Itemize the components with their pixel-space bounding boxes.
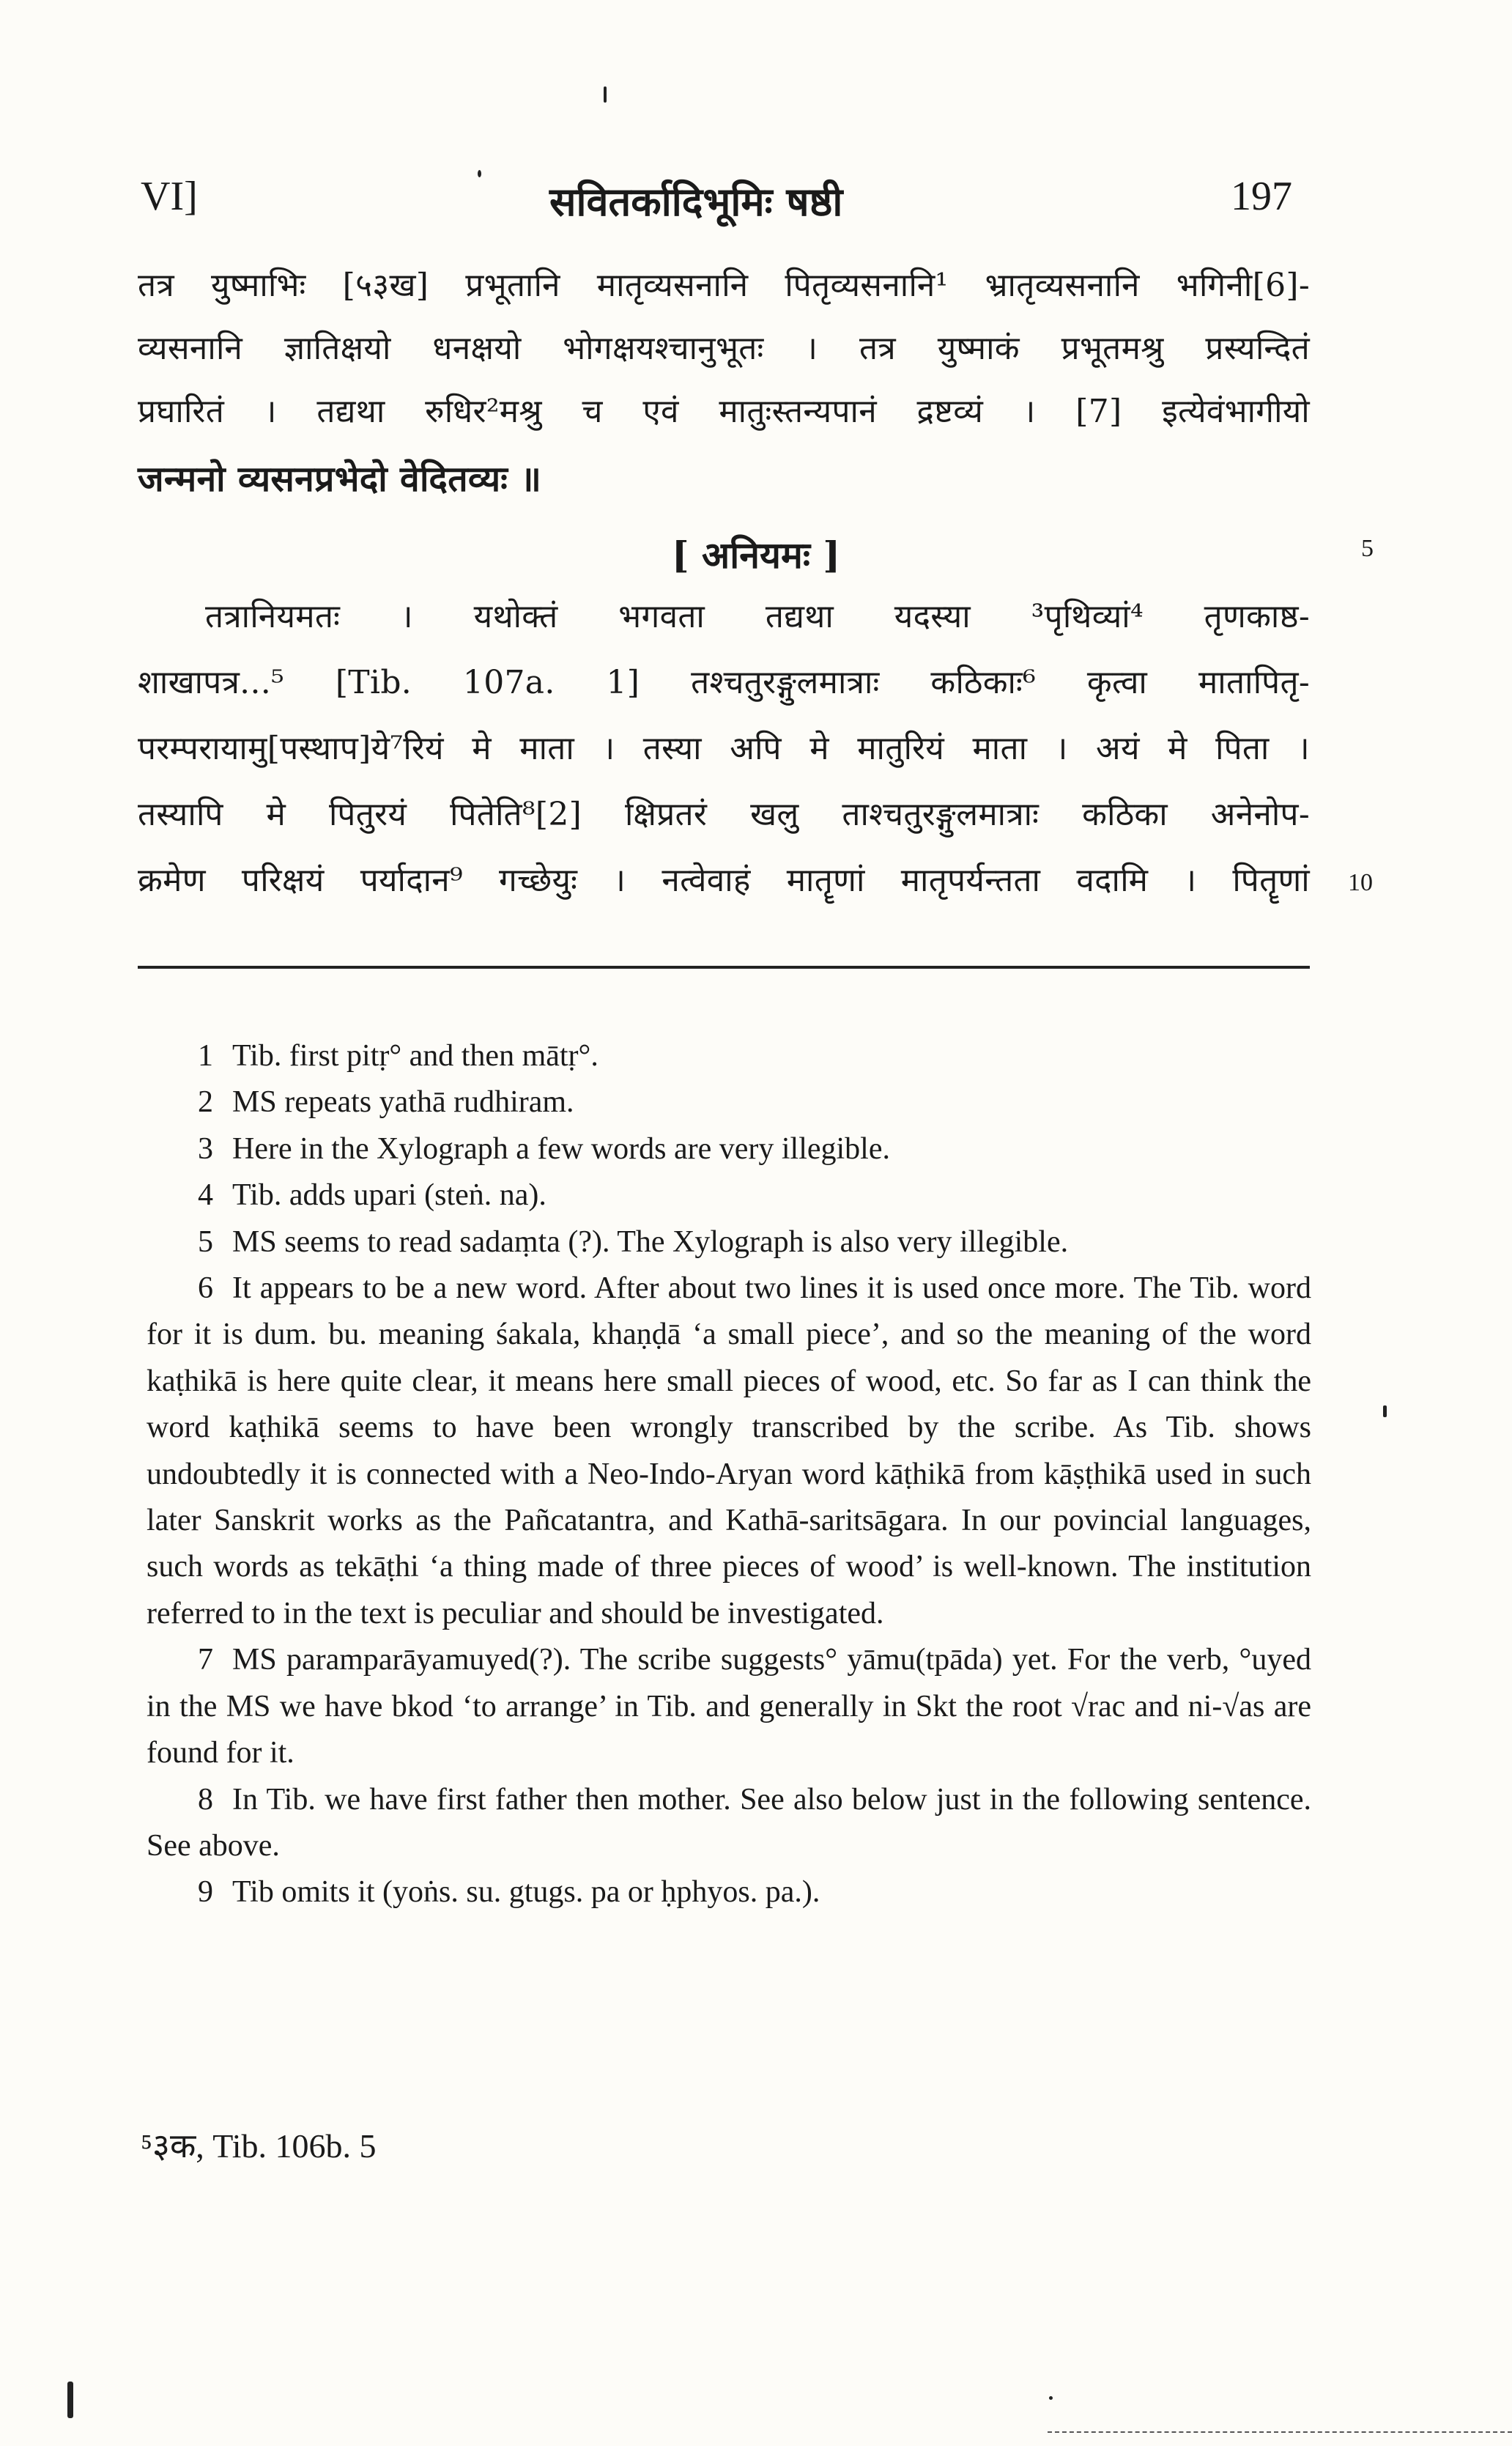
manuscript-reference: ⁵३क, Tib. 106b. 5 bbox=[141, 2127, 377, 2165]
footnote-rule bbox=[138, 966, 1310, 969]
running-title: सवितर्कादिभूमिः षष्ठी bbox=[549, 178, 843, 225]
chapter-marker: VI] bbox=[141, 174, 198, 219]
scan-speck bbox=[1049, 2396, 1053, 2400]
footnote-number: 2 bbox=[198, 1085, 213, 1120]
scan-speck bbox=[604, 86, 607, 103]
section-line-4: तस्यापि मे पितुरयं पितेति⁸[2] क्षिप्रतरं खलु ताश्चतुरङ्गुलमात्राः कठिका अनेनोप- bbox=[138, 796, 1310, 833]
text-line-2: व्यसनानि ज्ञातिक्षयो धनक्षयो भोगक्षयश्चानुभूतः । तत्र युष्माकं प्रभूतमश्रु प्रस्यन्दितं bbox=[138, 330, 1310, 367]
scan-speck bbox=[478, 170, 481, 177]
line-number-10: 10 bbox=[1348, 869, 1373, 896]
footnote-number: 3 bbox=[198, 1131, 213, 1166]
section-heading: [ अनियमः ] bbox=[671, 533, 841, 577]
footnote-text: In Tib. we have first father then mother. See also below just in the following sentence. See above. bbox=[147, 1782, 1311, 1863]
footnote-5 bbox=[147, 1219, 1311, 1266]
footnote-text: Tib. first pitṛ° and then mātṛ°. bbox=[232, 1039, 598, 1073]
footnote-7 bbox=[147, 1637, 1311, 1776]
section-line-2: शाखापत्र...⁵ [Tib. 107a. 1] तश्चतुरङ्गुलमात्राः कठिकाः⁶ कृत्वा मातापितृ- bbox=[138, 664, 1310, 701]
footnote-8 bbox=[147, 1777, 1311, 1870]
footnote-9 bbox=[147, 1869, 1311, 1915]
section-line-5: क्रमेण परिक्षयं पर्यादान⁹ गच्छेयुः । नत्वेवाहं मातॄणां मातृपर्यन्तता वदामि । पितॄणां bbox=[138, 862, 1310, 899]
footnote-text: Here in the Xylograph a few words are very illegible. bbox=[232, 1131, 890, 1166]
footnote-text: MS seems to read sadaṃta (?). The Xylograph is also very illegible. bbox=[232, 1224, 1069, 1259]
footnote-number: 6 bbox=[198, 1271, 213, 1306]
line-number-5: 5 bbox=[1361, 535, 1374, 562]
footnote-number: 7 bbox=[198, 1643, 213, 1677]
footnote-number: 8 bbox=[198, 1782, 213, 1817]
footnote-2 bbox=[147, 1079, 1311, 1126]
text-line-3: प्रघारितं । तद्यथा रुधिर²मश्रु च एवं मातुःस्तन्यपानं द्रष्टव्यं । [7] इत्येवंभागीयो bbox=[138, 393, 1310, 430]
footnote-6 bbox=[147, 1266, 1311, 1637]
scan-speck bbox=[1383, 1405, 1387, 1417]
footnote-text: It appears to be a new word. After about two lines it is used once more. The Tib. word for it is dum. bu. meaning śakala, khaṇḍā ‘a small piece’, and so the meaning of the word kaṭhikā is here quite clear, it means here small pieces of wood, etc. So far as I can think the word kaṭhikā seems to have been wrongly transcribed by the scribe. As Tib. shows undoubtedly it is connected with a Neo-Indo-Aryan word kāṭhikā from kāṣṭhikā used in such later Sanskrit works as the Pañcatantra, and Kathā-saritsāgara. In our povincial languages, such words as tekāṭhi ‘a thing made of three pieces of wood’ is well-known. The institution referred to in the text is peculiar and should be investigated. bbox=[147, 1271, 1311, 1630]
footnotes bbox=[147, 1033, 1311, 1916]
footnote-text: MS repeats yathā rudhiram. bbox=[232, 1085, 574, 1120]
footnote-number: 4 bbox=[198, 1178, 213, 1213]
footnote-number: 1 bbox=[198, 1039, 213, 1073]
footnote-3 bbox=[147, 1126, 1311, 1172]
scan-edge bbox=[1048, 2431, 1512, 2433]
text-line-4: जन्मनो व्यसनप्रभेदो वेदितव्यः ॥ bbox=[138, 459, 542, 500]
page-number: 197 bbox=[1231, 174, 1292, 219]
footnote-text: Tib omits it (yoṅs. su. gtugs. pa or ḥphyos. pa.). bbox=[232, 1875, 820, 1910]
section-line-3: परम्परायामु[पस्थाप]ये⁷रियं मे माता । तस्या अपि मे मातुरियं माता । अयं मे पिता । bbox=[138, 730, 1310, 767]
footnote-text: MS paramparāyamuyed(?). The scribe suggests° yāmu(tpāda) yet. For the verb, °uyed in the MS we have bkod ‘to arrange’ in Tib. and generally in Skt the root √rac and ni-√as are found for it. bbox=[147, 1643, 1311, 1770]
footnote-1 bbox=[147, 1033, 1311, 1079]
text-line-1: तत्र युष्माभिः [५३ख] प्रभूतानि मातृव्यसनानि पितृव्यसनानि¹ भ्रातृव्यसनानि भगिनी[6]- bbox=[138, 267, 1310, 304]
section-line-1: तत्रानियमतः । यथोक्तं भगवता तद्यथा यदस्या ³पृथिव्यां⁴ तृणकाष्ठ- bbox=[205, 598, 1310, 635]
footnote-text: Tib. adds upari (steṅ. na). bbox=[232, 1178, 546, 1213]
scan-speck bbox=[67, 2382, 73, 2418]
footnote-number: 9 bbox=[198, 1875, 213, 1910]
footnote-4 bbox=[147, 1172, 1311, 1219]
footnote-number: 5 bbox=[198, 1224, 213, 1259]
